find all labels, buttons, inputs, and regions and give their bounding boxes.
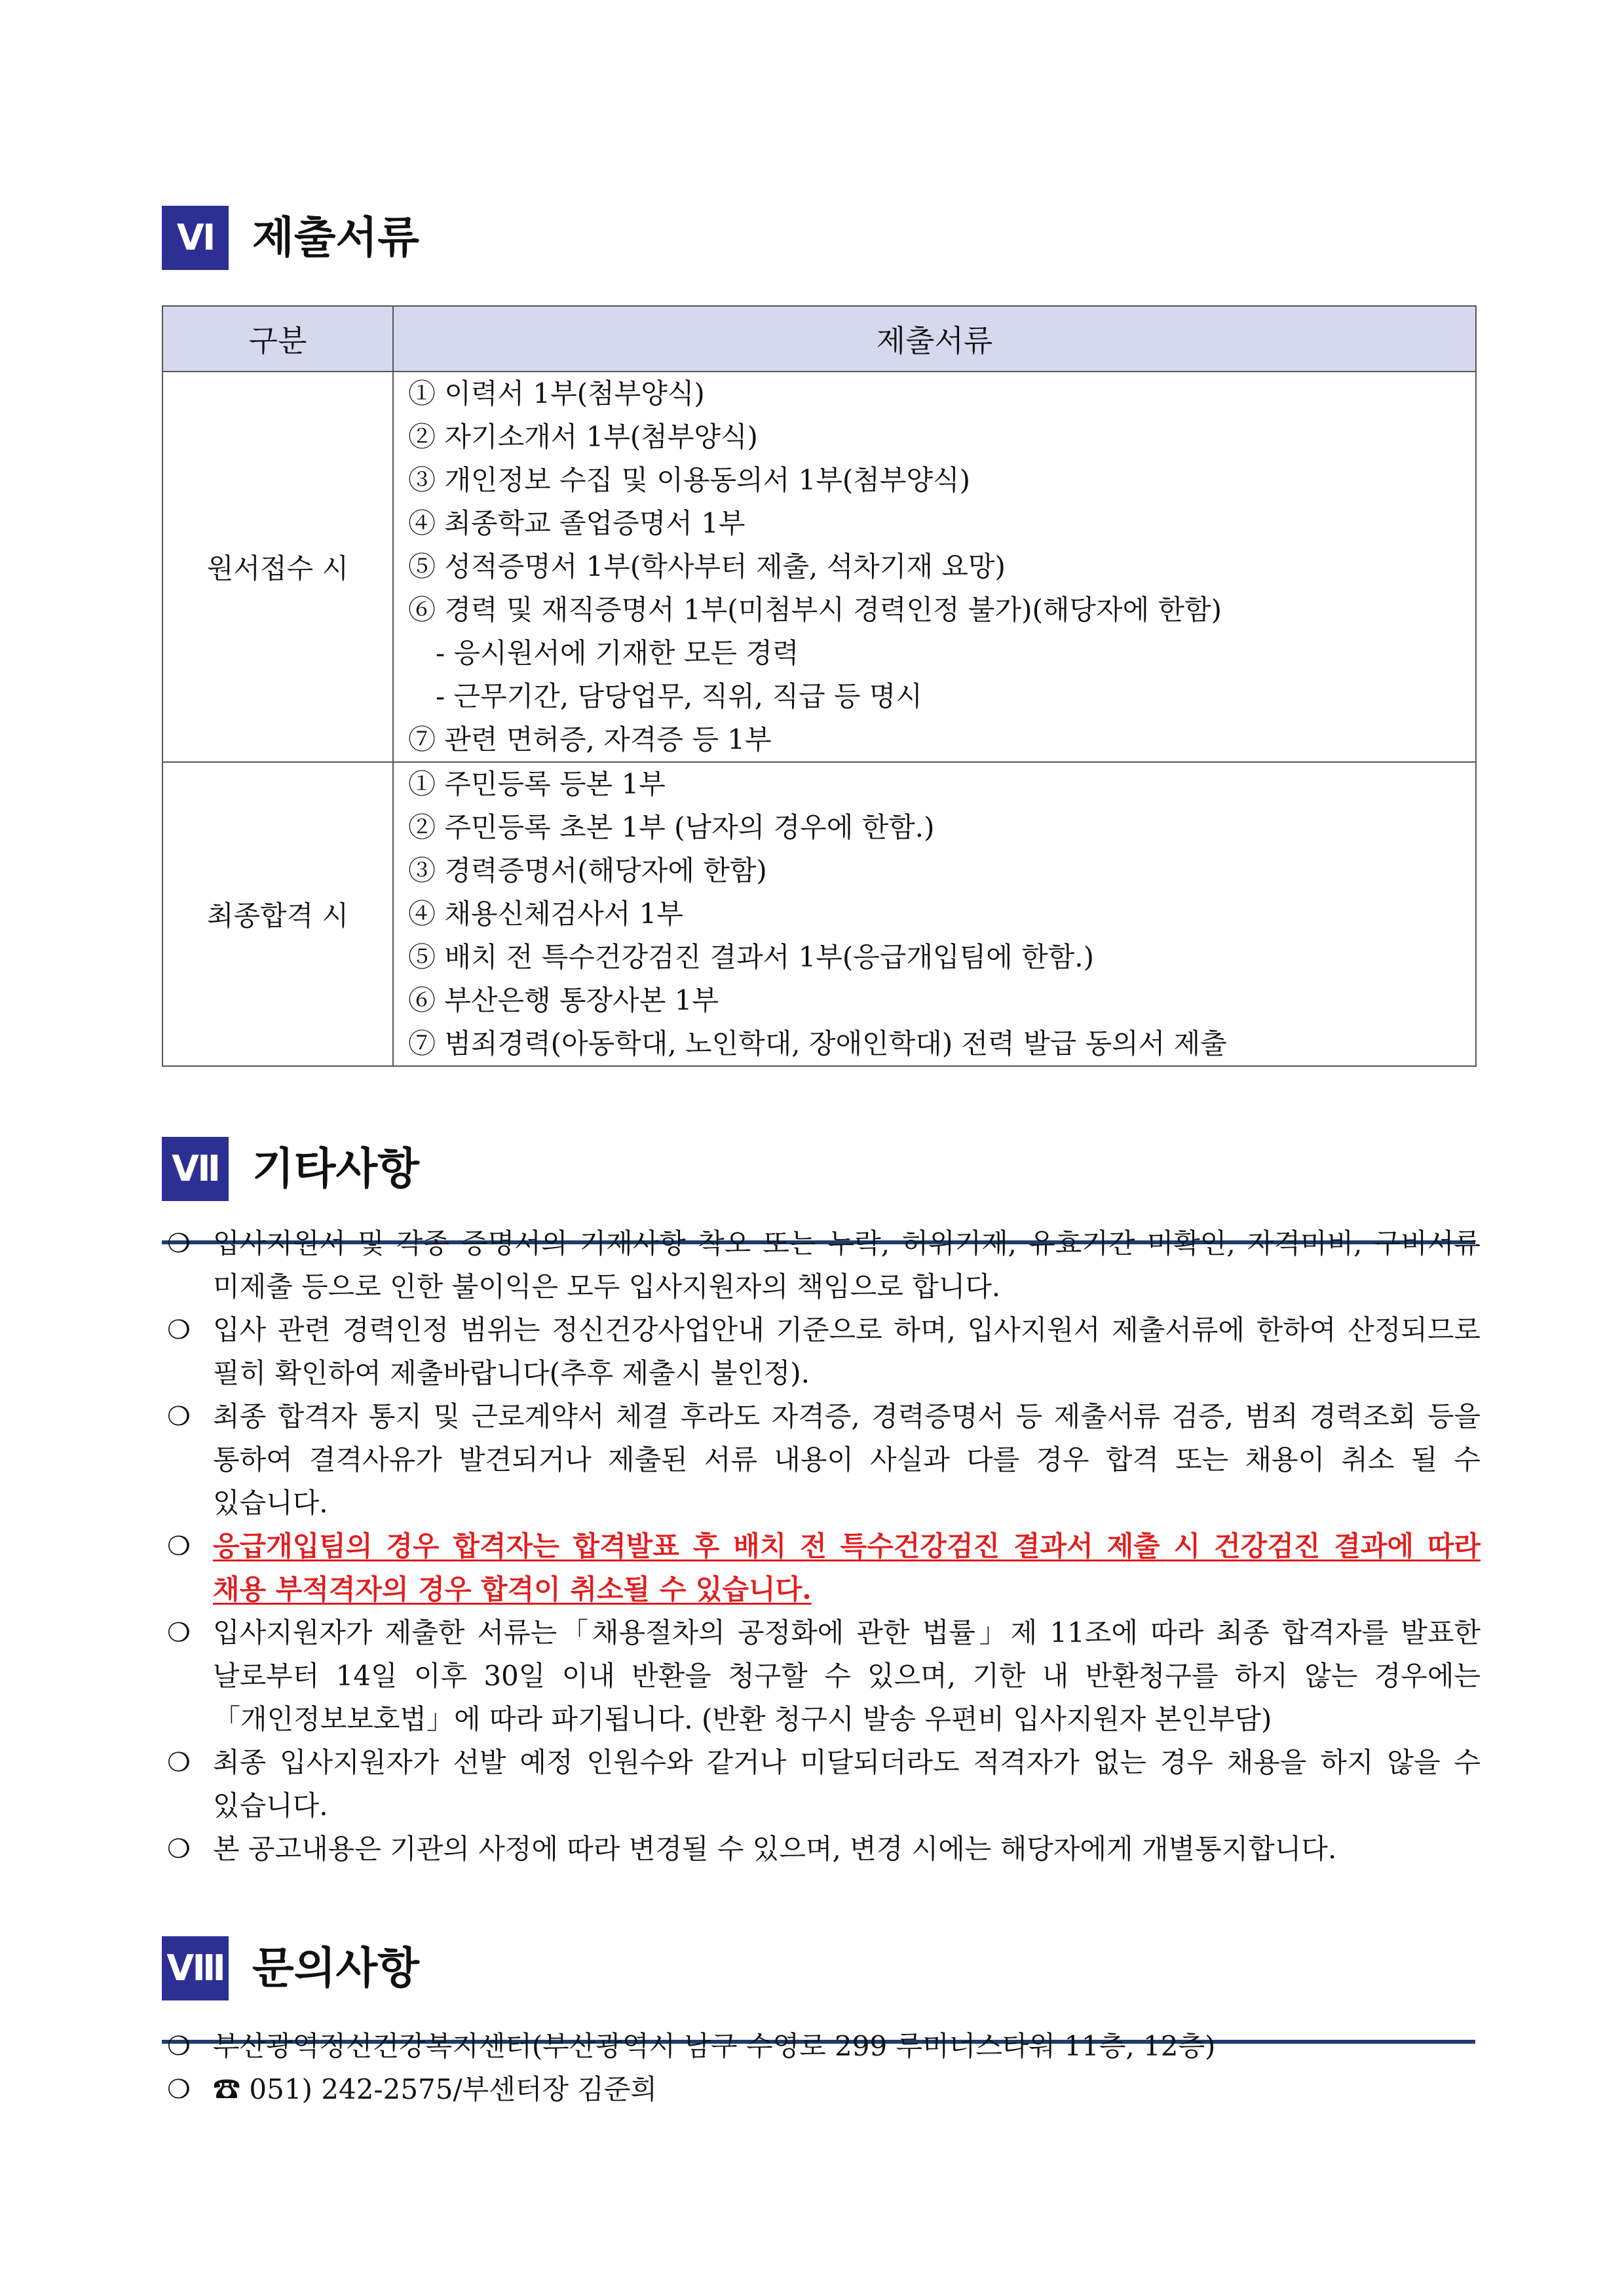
list-sub-item: - 근무기간, 담당업무, 직위, 직급 등 명시 (436, 680, 922, 712)
inquiry-address: 부산광역정신건강복지센터(부산광역시 남구 수영로 299 루미너스타워 11층, 12층) (213, 2030, 1216, 2062)
header-category: 구분 (162, 306, 393, 372)
list-item (167, 1395, 1481, 1525)
list-item: ② 주민등록 초본 1부 (남자의 경우에 한함.) (408, 811, 935, 843)
section-number-badge: Ⅷ (162, 1936, 229, 2000)
row-documents (393, 372, 1476, 762)
table-header-row (162, 306, 1476, 372)
list-item: ⑥ 경력 및 재직증명서 1부(미첨부시 경력인정 불가)(해당자에 한함) (408, 594, 1222, 626)
note-text: 입사지원자가 제출한 서류는「채용절차의 공정화에 관한 법률」제 11조에 따라 최종 합격자를 발표한 날로부터 14일 이후 30일 이내 반환을 청구할 수 있으며, 기한 내 반환청구를 하지 않는 경우에는 「개인정보보호법」에 따라 파기됩니다. (반환 청구시 발송 우편비 입사지원자 본인부담) (213, 1617, 1481, 1735)
note-text: 입사지원서 및 각종 증명서의 기재사항 착오 또는 누락, 허위기재, 유효기간 미확인, 자격미비, 구비서류 미제출 등으로 인한 불이익은 모두 입사지원자의 책임으로 합니다. (213, 1227, 1481, 1303)
list-item (167, 1741, 1481, 1827)
section-title: 제출서류 (252, 212, 420, 263)
section-title: 기타사항 (252, 1143, 420, 1194)
list-item-highlight (167, 1525, 1481, 1611)
section-number-badge: Ⅵ (162, 206, 229, 270)
note-text: 입사 관련 경력인정 범위는 정신건강사업안내 기준으로 하며, 입사지원서 제출서류에 한하여 산정되므로 필히 확인하여 제출바랍니다(추후 제출시 불인정). (213, 1314, 1481, 1389)
list-item (167, 1827, 1481, 1871)
list-item: ⑤ 성적증명서 1부(학사부터 제출, 석차기재 요망) (408, 550, 1006, 583)
list-item (167, 2068, 1481, 2111)
list-item: ① 주민등록 등본 1부 (408, 768, 666, 800)
list-item: ④ 최종학교 졸업증명서 1부 (408, 507, 746, 539)
circle-bullet-icon: ❍ (167, 2031, 191, 2061)
inquiry-contact: ☎ 051) 242-2575/부센터장 김준희 (213, 2073, 658, 2105)
inquiry-list (167, 2025, 1481, 2111)
row-documents (393, 762, 1476, 1066)
list-item: ③ 개인정보 수집 및 이용동의서 1부(첨부양식) (408, 464, 970, 496)
header-documents: 제출서류 (393, 306, 1476, 372)
row-category: 원서접수 시 (162, 372, 393, 762)
circle-bullet-icon: ❍ (167, 1748, 191, 1778)
circle-bullet-icon: ❍ (167, 1834, 191, 1864)
circle-bullet-icon: ❍ (167, 1315, 191, 1345)
section-title: 문의사항 (252, 1943, 420, 1993)
circle-bullet-icon: ❍ (167, 1618, 191, 1648)
list-item: ④ 채용신체검사서 1부 (408, 898, 683, 930)
note-text: 최종 입사지원자가 선발 예정 인원수와 같거나 미달되더라도 적격자가 없는 경우 채용을 하지 않을 수 있습니다. (213, 1746, 1481, 1822)
list-item (167, 1309, 1481, 1395)
list-item: ① 이력서 1부(첨부양식) (408, 377, 705, 410)
circle-bullet-icon: ❍ (167, 1402, 191, 1432)
circle-bullet-icon: ❍ (167, 1531, 191, 1561)
note-text: 본 공고내용은 기관의 사정에 따라 변경될 수 있으며, 변경 시에는 해당자에게 개별통지합니다. (213, 1833, 1337, 1865)
list-item (167, 1611, 1481, 1741)
section-number-badge: Ⅶ (162, 1137, 229, 1201)
list-sub-item: - 응시원서에 기재한 모든 경력 (436, 637, 799, 669)
list-item: ③ 경력증명서(해당자에 한함) (408, 854, 767, 887)
list-item: ⑦ 관련 면허증, 자격증 등 1부 (408, 723, 772, 756)
list-item: ⑤ 배치 전 특수건강검진 결과서 1부(응급개입팀에 한함.) (408, 941, 1094, 973)
table-row (162, 762, 1476, 1066)
list-item: ② 자기소개서 1부(첨부양식) (408, 421, 758, 453)
misc-notes-list (167, 1222, 1481, 1871)
section-header-docs (162, 206, 1475, 314)
list-item: ⑦ 범죄경력(아동학대, 노인학대, 장애인학대) 전력 발급 동의서 제출 (408, 1027, 1227, 1060)
circle-bullet-icon: ❍ (167, 2075, 191, 2105)
circle-bullet-icon: ❍ (167, 1229, 191, 1259)
row-category: 최종합격 시 (162, 762, 393, 1066)
documents-table (162, 305, 1477, 1067)
list-item (167, 2025, 1481, 2068)
list-item (167, 1222, 1481, 1309)
table-row (162, 372, 1476, 762)
note-text: 최종 합격자 통지 및 근로계약서 체결 후라도 자격증, 경력증명서 등 제출서류 검증, 범죄 경력조회 등을 통하여 결격사유가 발견되거나 제출된 서류 내용이 사실과 다를 경우 합격 또는 채용이 취소 될 수 있습니다. (213, 1400, 1481, 1519)
highlight-note-text: 응급개입팀의 경우 합격자는 합격발표 후 배치 전 특수건강검진 결과서 제출 시 건강검진 결과에 따라 채용 부적격자의 경우 합격이 취소될 수 있습니다. (213, 1530, 1481, 1605)
list-item: ⑥ 부산은행 통장사본 1부 (408, 984, 719, 1016)
